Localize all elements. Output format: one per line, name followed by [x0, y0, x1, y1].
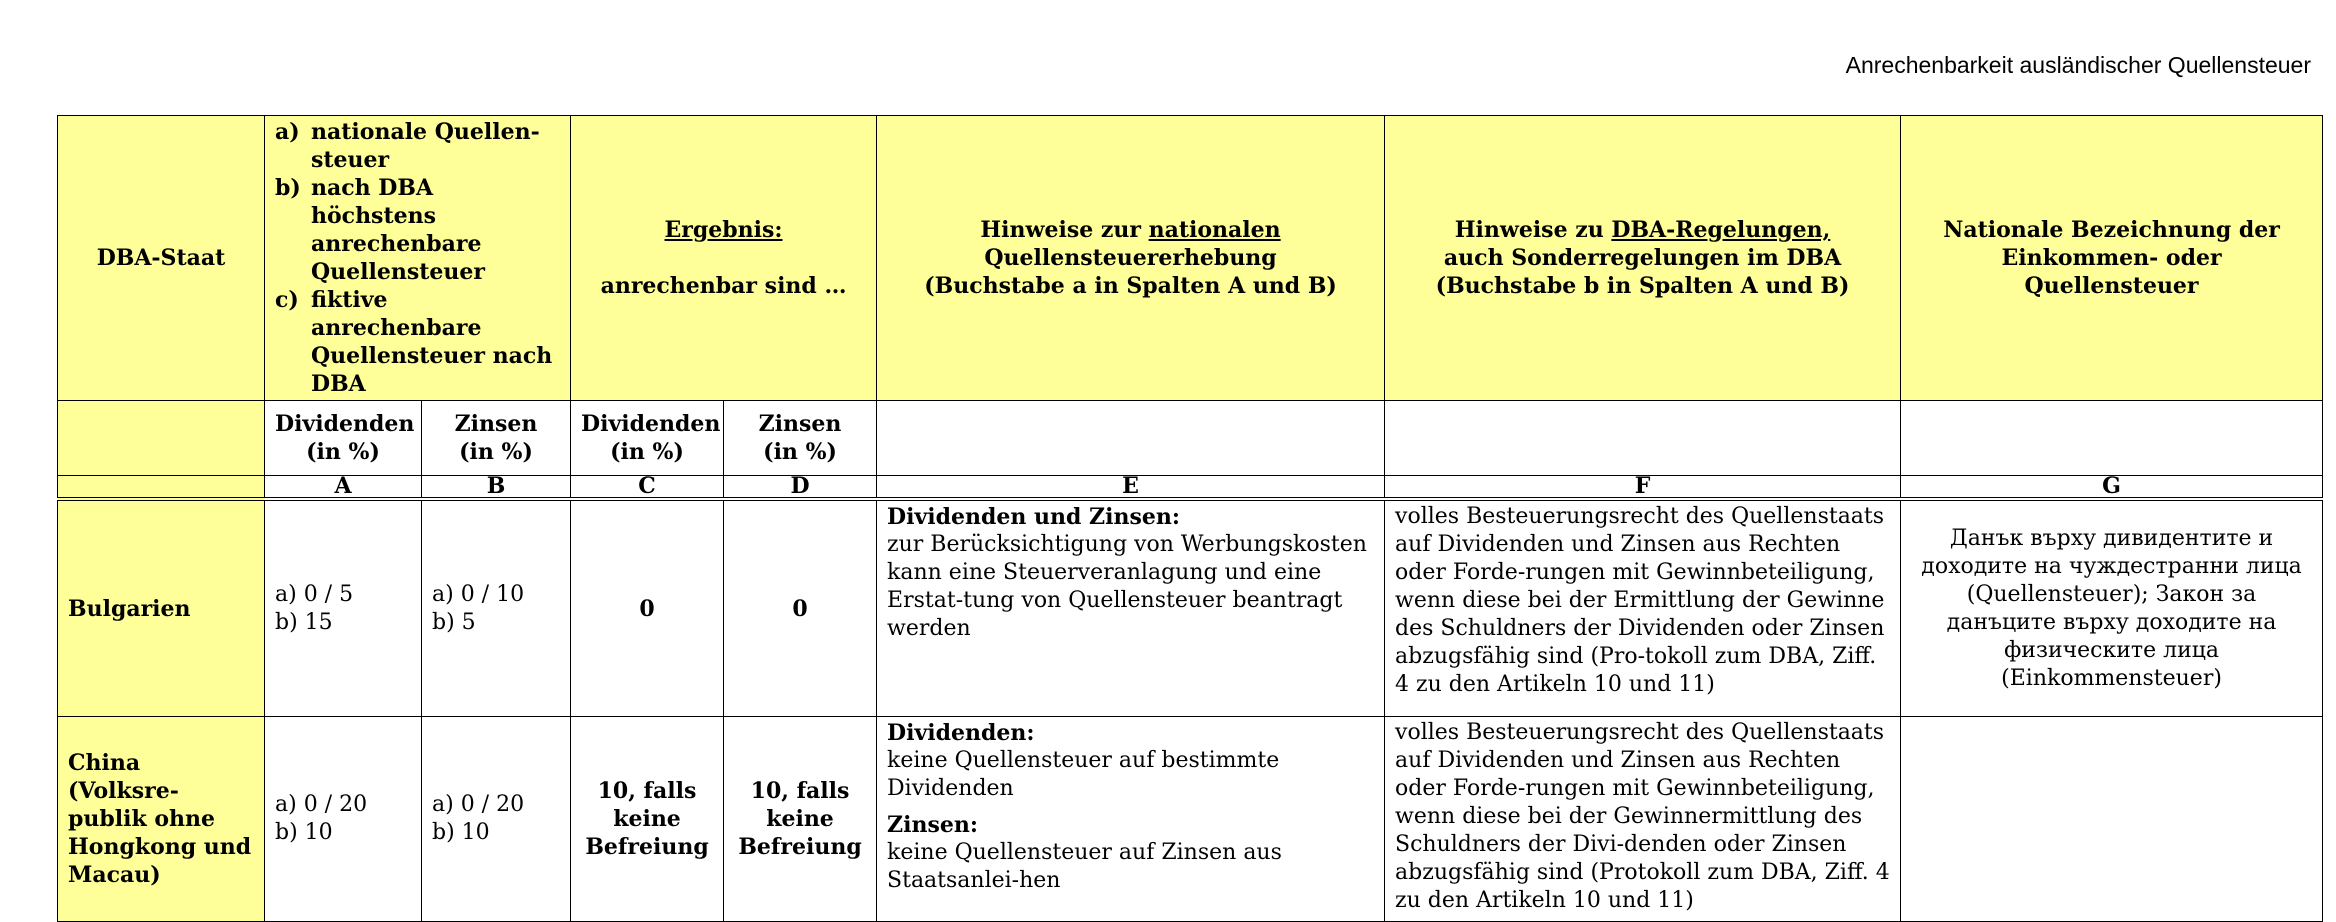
header-f	[1385, 116, 1901, 401]
row-d: 10, falls keine Befreiung	[724, 717, 877, 922]
row-e-title: Dividenden und Zinsen:	[887, 504, 1180, 530]
header-f-line1: Hinweise zu	[1454, 217, 1612, 243]
header-ab-item-b: b) nach DBA höchstens anrechenbare Quellensteuer	[311, 174, 560, 286]
header-result-sub: anrechenbar sind …	[600, 273, 847, 299]
row-e-text-interest: keine Quellensteuer auf Zinsen aus Staatsanlei-hen	[887, 840, 1282, 893]
column-letter-d: D	[724, 476, 877, 500]
row-c: 10, falls keine Befreiung	[571, 717, 724, 922]
subheader-c: Dividenden (in %)	[571, 401, 724, 476]
header-g	[1901, 116, 2323, 401]
subheader-empty-f	[1385, 401, 1901, 476]
row-b: a) 0 / 10 b) 5	[422, 499, 571, 717]
header-f-line2: auch Sonderregelungen im DBA	[1443, 245, 1842, 271]
column-letter-a: A	[265, 476, 422, 500]
row-e	[877, 717, 1385, 922]
header-e-line3: (Buchstabe a in Spalten A und B)	[924, 273, 1337, 299]
header-g-line2: Einkommen- oder Quellensteuer	[2001, 245, 2222, 299]
row-state: Bulgarien	[58, 499, 265, 717]
header-ab	[265, 116, 571, 401]
row-e-text-dividends: keine Quellensteuer auf bestimmte Dividenden	[887, 748, 1280, 801]
subheader-b: Zinsen (in %)	[422, 401, 571, 476]
subheader-empty-g	[1901, 401, 2323, 476]
withholding-tax-table	[57, 115, 2323, 922]
row-a: a) 0 / 20 b) 10	[265, 717, 422, 922]
row-g	[1901, 717, 2323, 922]
header-e-line2: Quellensteuererhebung	[984, 245, 1277, 271]
column-letter-g: G	[1901, 476, 2323, 500]
row-e-title-dividends: Dividenden:	[887, 720, 1035, 746]
row-e-title-interest: Zinsen:	[887, 812, 978, 838]
page-header: Anrechenbarkeit ausländischer Quellensteuer	[1845, 52, 2311, 78]
column-letter-b: B	[422, 476, 571, 500]
header-state: DBA-Staat	[58, 116, 265, 401]
row-g: Данък върху дивидентите и доходите на чуждестранни лица (Quellensteuer); Закон за данъците върху доходите на физическите лица (Einkommensteuer)	[1901, 499, 2323, 717]
row-e-text: zur Berücksichtigung von Werbungskosten kann eine Steuerveranlagung und eine Erstat-tung von Quellensteuer beantragt werden	[887, 532, 1367, 641]
column-letter-c: C	[571, 476, 724, 500]
row-a: a) 0 / 5 b) 15	[265, 499, 422, 717]
header-e-line1: Hinweise zur	[980, 217, 1149, 243]
row-d: 0	[724, 499, 877, 717]
header-result	[571, 116, 877, 401]
column-letter-e: E	[877, 476, 1385, 500]
subheader-d: Zinsen (in %)	[724, 401, 877, 476]
header-e	[877, 116, 1385, 401]
header-f-line1-underlined: DBA-Regelungen,	[1611, 217, 1831, 243]
row-c: 0	[571, 499, 724, 717]
subheader-empty-state	[58, 401, 265, 476]
letter-empty-state	[58, 476, 265, 500]
row-state: China (Volksre-publik ohne Hongkong und Macau)	[58, 717, 265, 922]
row-f: volles Besteuerungsrecht des Quellenstaats auf Dividenden und Zinsen aus Rechten oder Forde-rungen mit Gewinnbeteiligung, wenn diese bei der Gewinnermittlung des Schuldners der Divi-denden oder Zinsen abzugsfähig sind (Protokoll zum DBA, Ziff. 4 zu den Artikeln 10 und 11)	[1385, 717, 1901, 922]
row-e	[877, 499, 1385, 717]
header-f-line3: (Buchstabe b in Spalten A und B)	[1435, 273, 1850, 299]
table-row-china	[58, 717, 2323, 922]
row-b: a) 0 / 20 b) 10	[422, 717, 571, 922]
header-ab-item-a: a) nationale Quellen-steuer	[311, 118, 560, 174]
table-row-bulgarien	[58, 499, 2323, 717]
header-g-line1: Nationale Bezeichnung der	[1943, 217, 2280, 243]
header-ab-item-c: c) fiktive anrechenbare Quellensteuer nach DBA	[311, 286, 560, 398]
header-e-line1-underlined: nationalen	[1148, 217, 1281, 243]
subheader-a: Dividenden (in %)	[265, 401, 422, 476]
column-letter-f: F	[1385, 476, 1901, 500]
subheader-empty-e	[877, 401, 1385, 476]
header-result-title: Ergebnis:	[664, 217, 783, 243]
row-f: volles Besteuerungsrecht des Quellenstaats auf Dividenden und Zinsen aus Rechten oder Forde-rungen mit Gewinnbeteiligung, wenn diese bei der Ermittlung der Gewinne des Schuldners der Dividenden oder Zinsen abzugsfähig sind (Pro-tokoll zum DBA, Ziff. 4 zu den Artikeln 10 und 11)	[1385, 499, 1901, 717]
